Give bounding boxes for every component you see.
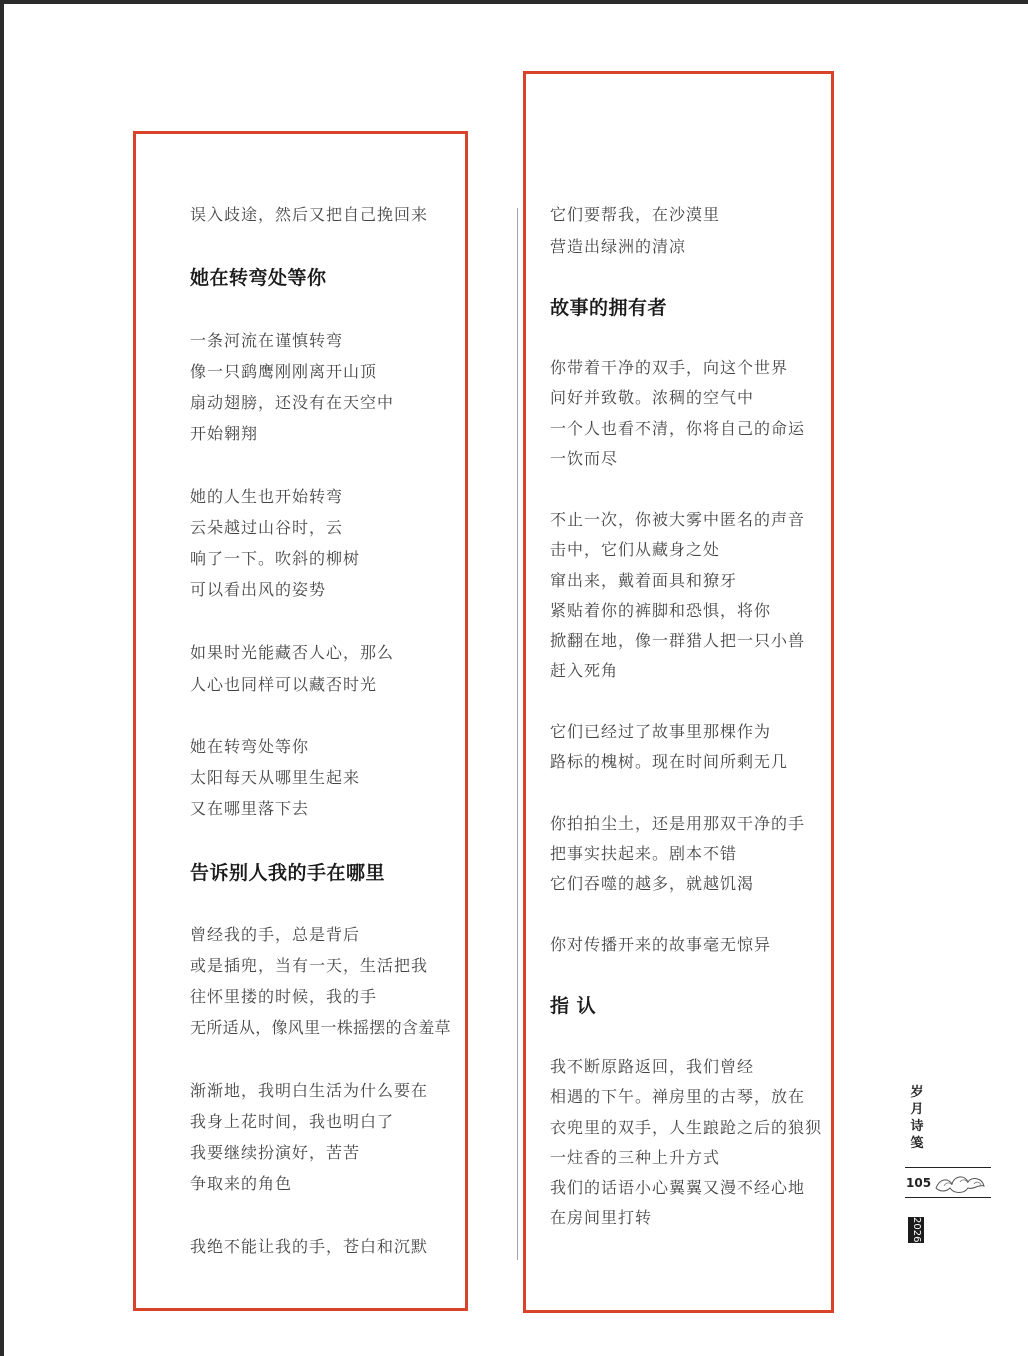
poem-line: 掀翻在地，像一群猎人把一只小兽 xyxy=(550,631,806,650)
poem-line: 相遇的下午。禅房里的古琴，放在 xyxy=(550,1087,806,1106)
poem-line: 问好并致敬。浓稠的空气中 xyxy=(550,388,755,407)
poem-line: 又在哪里落下去 xyxy=(190,799,310,818)
poem-line: 曾经我的手，总是背后 xyxy=(190,925,361,944)
top-border xyxy=(0,0,1028,4)
poem-line: 赶入死角 xyxy=(550,661,619,680)
poem-line: 一个人也看不清，你将自己的命运 xyxy=(550,419,806,438)
poem-line: 我们的话语小心翼翼又漫不经心地 xyxy=(550,1178,806,1197)
section-title: 岁月诗笺 xyxy=(910,1085,924,1151)
poem-line: 在房间里打转 xyxy=(550,1208,653,1227)
poem-line: 我不断原路返回，我们曾经 xyxy=(550,1057,755,1076)
poem-line: 窜出来，戴着面具和獠牙 xyxy=(550,571,738,590)
poem-line: 误入歧途，然后又把自己挽回来 xyxy=(190,205,429,224)
poem-line: 它们吞噬的越多，就越饥渴 xyxy=(550,874,755,893)
poem-line: 如果时光能藏否人心，那么 xyxy=(190,643,395,662)
poem-line: 太阳每天从哪里生起来 xyxy=(190,768,361,787)
poem-title: 指 认 xyxy=(550,995,597,1017)
poem-title: 她在转弯处等你 xyxy=(190,267,327,289)
poem-line: 不止一次，你被大雾中匿名的声音 xyxy=(550,510,806,529)
poem-line: 一饮而尽 xyxy=(550,449,619,468)
poem-line: 把事实扶起来。剧本不错 xyxy=(550,844,738,863)
poem-line: 开始翱翔 xyxy=(190,424,259,443)
poem-line: 她在转弯处等你 xyxy=(190,737,310,756)
poem-line: 击中，它们从藏身之处 xyxy=(550,540,721,559)
left-highlight-frame xyxy=(133,131,468,1311)
poem-line: 或是插兜，当有一天，生活把我 xyxy=(190,956,429,975)
poem-line: 我要继续扮演好，苦苦 xyxy=(190,1143,361,1162)
poem-title: 故事的拥有者 xyxy=(550,297,668,319)
page-number: 105 xyxy=(906,1176,932,1190)
poem-line: 争取来的角色 xyxy=(190,1174,293,1193)
poem-line: 无所适从，像风里一株摇摆的含羞草 xyxy=(190,1018,451,1037)
poem-line: 你带着干净的双手，向这个世界 xyxy=(550,358,789,377)
left-border xyxy=(0,0,4,1356)
poem-line: 扇动翅膀，还没有在天空中 xyxy=(190,393,395,412)
poem-line: 我绝不能让我的手，苍白和沉默 xyxy=(190,1237,429,1256)
poem-line: 云朵越过山谷时，云 xyxy=(190,518,344,537)
poem-line: 像一只鹞鹰刚刚离开山顶 xyxy=(190,362,378,381)
poem-line: 它们要帮我，在沙漠里 xyxy=(550,205,721,224)
cloud-ornament-icon xyxy=(932,1168,990,1196)
issue-label: 2026.01 xyxy=(908,1217,924,1243)
poem-line: 可以看出风的姿势 xyxy=(190,580,327,599)
poem-line: 人心也同样可以藏否时光 xyxy=(190,675,378,694)
poem-line: 你对传播开来的故事毫无惊异 xyxy=(550,935,772,954)
poem-line: 你拍拍尘土，还是用那双干净的手 xyxy=(550,814,806,833)
poem-line: 紧贴着你的裤脚和恐惧，将你 xyxy=(550,601,772,620)
poem-title: 告诉别人我的手在哪里 xyxy=(190,862,386,884)
poem-line: 她的人生也开始转弯 xyxy=(190,487,344,506)
poem-line: 营造出绿洲的清凉 xyxy=(550,237,687,256)
poem-line: 一条河流在谨慎转弯 xyxy=(190,331,344,350)
poem-line: 它们已经过了故事里那棵作为 xyxy=(550,722,772,741)
margin-rule-bottom xyxy=(905,1197,991,1198)
poem-line: 一炷香的三种上升方式 xyxy=(550,1148,721,1167)
column-divider xyxy=(517,208,518,1260)
poem-line: 往怀里搂的时候，我的手 xyxy=(190,987,378,1006)
poem-line: 渐渐地，我明白生活为什么要在 xyxy=(190,1081,429,1100)
poem-line: 响了一下。吹斜的柳树 xyxy=(190,549,361,568)
poem-line: 路标的槐树。现在时间所剩无几 xyxy=(550,752,789,771)
poem-line: 我身上花时间，我也明白了 xyxy=(190,1112,395,1131)
poem-line: 衣兜里的双手，人生踉跄之后的狼狈 xyxy=(550,1118,823,1137)
